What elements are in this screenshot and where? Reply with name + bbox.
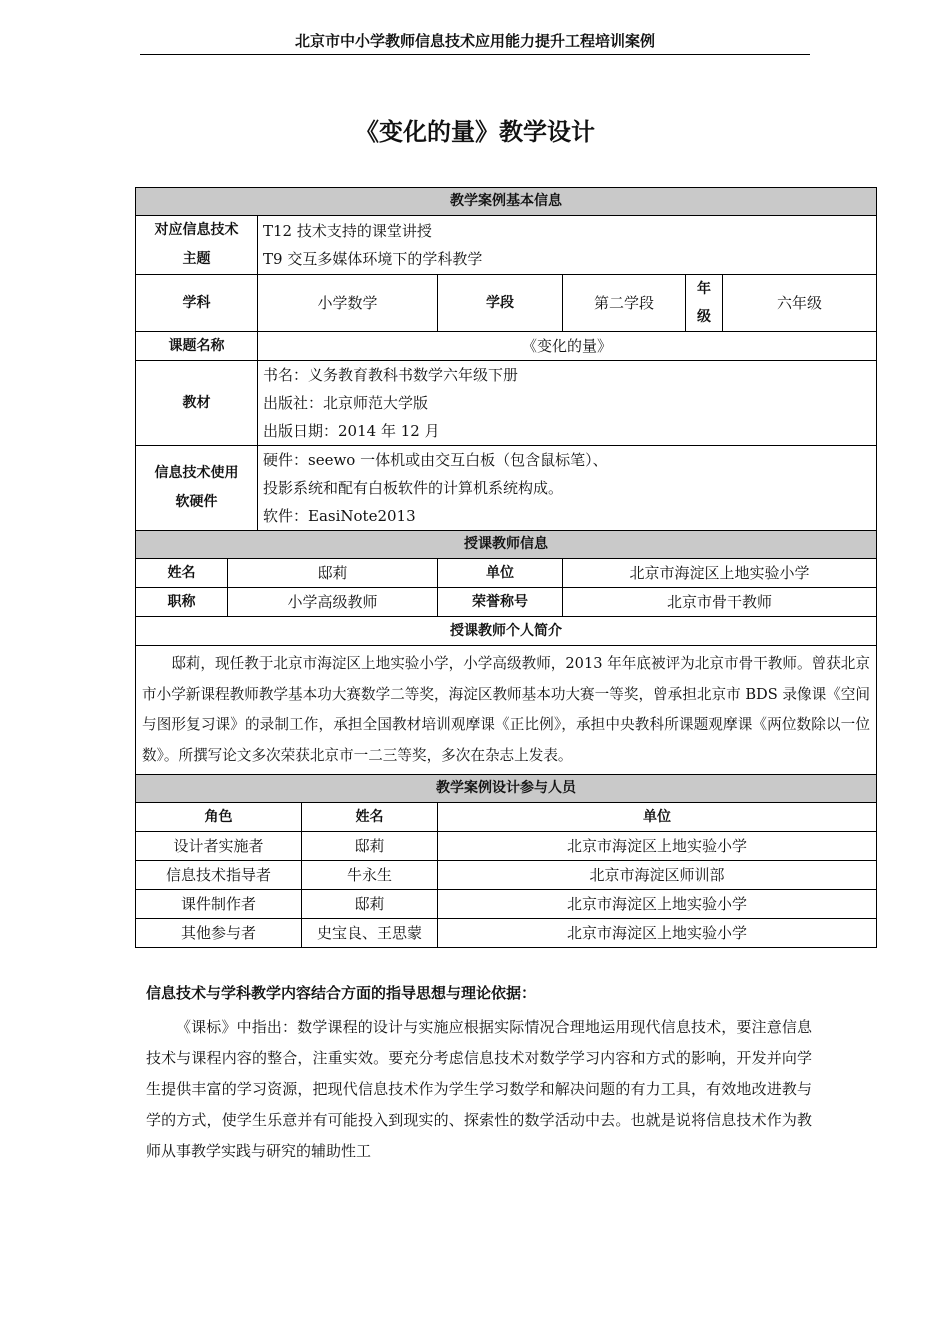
teacher-honor: 北京市骨干教师 <box>563 588 877 617</box>
stage-label: 学段 <box>438 275 563 332</box>
participant-role: 其他参与者 <box>136 919 302 948</box>
teacher-name-label: 姓名 <box>136 559 228 588</box>
section-participants: 教学案例设计参与人员 <box>136 775 877 803</box>
participants-header-name: 姓名 <box>302 803 438 832</box>
teacher-name: 邸莉 <box>228 559 438 588</box>
it-label: 信息技术使用 软硬件 <box>136 446 258 531</box>
table-row <box>136 832 877 861</box>
participant-name: 史宝良、王思蒙 <box>302 919 438 948</box>
teacher-unit-label: 单位 <box>438 559 563 588</box>
section-basic-info: 教学案例基本信息 <box>136 188 877 216</box>
participant-role: 课件制作者 <box>136 890 302 919</box>
page-header: 北京市中小学教师信息技术应用能力提升工程培训案例 <box>140 30 810 55</box>
lesson-label: 课题名称 <box>136 332 258 361</box>
participant-unit: 北京市海淀区上地实验小学 <box>438 919 877 948</box>
table-row <box>136 919 877 948</box>
participant-name: 邸莉 <box>302 890 438 919</box>
participants-header-role: 角色 <box>136 803 302 832</box>
participant-unit: 北京市海淀区师训部 <box>438 861 877 890</box>
participant-role: 信息技术指导者 <box>136 861 302 890</box>
textbook-value: 书名：义务教育教科书数学六年级下册 出版社：北京师范大学版 出版日期：2014 年 12 月 <box>258 361 877 446</box>
teacher-bio: 邸莉，现任教于北京市海淀区上地实验小学，小学高级教师，2013 年年底被评为北京市骨干教师。曾获北京市小学新课程教师教学基本功大赛数学二等奖，海淀区教师基本功大赛一等奖，曾承担北京市 BDS 录像课《空间与图形复习课》的录制工作，承担全国教材培训观摩课《正比例》，承担中央教科所课题观摩课《两位数除以一位数》。所撰写论文多次荣获北京市一二三等奖，多次在杂志上发表。 <box>136 646 877 775</box>
participant-unit: 北京市海淀区上地实验小学 <box>438 890 877 919</box>
participant-unit: 北京市海淀区上地实验小学 <box>438 832 877 861</box>
teacher-title-label: 职称 <box>136 588 228 617</box>
teacher-unit: 北京市海淀区上地实验小学 <box>563 559 877 588</box>
topic-label: 对应信息技术 主题 <box>136 216 258 275</box>
participant-name: 牛永生 <box>302 861 438 890</box>
subject-value: 小学数学 <box>258 275 438 332</box>
document-title: 《变化的量》教学设计 <box>355 118 595 146</box>
it-value: 硬件：seewo 一体机或由交互白板（包含鼠标笔）、 投影系统和配有白板软件的计算机系统构成。 软件：EasiNote2013 <box>258 446 877 531</box>
grade-label: 年级 <box>686 275 723 332</box>
teacher-honor-label: 荣誉称号 <box>438 588 563 617</box>
table-row <box>136 890 877 919</box>
section-teacher-info: 授课教师信息 <box>136 531 877 559</box>
section-teacher-bio: 授课教师个人简介 <box>136 617 877 646</box>
grade-value: 六年级 <box>723 275 877 332</box>
lesson-value: 《变化的量》 <box>258 332 877 361</box>
stage-value: 第二学段 <box>563 275 686 332</box>
guide-body: 《课标》中指出：数学课程的设计与实施应根据实际情况合理地运用现代信息技术，要注意信息技术与课程内容的整合，注重实效。要充分考虑信息技术对数学学习内容和方式的影响，开发并向学生提供丰富的学习资源，把现代信息技术作为学生学习数学和解决问题的有力工具，有效地改进教与学的方式，使学生乐意并有可能投入到现实的、探索性的数学活动中去。也就是说将信息技术作为教师从事教学实践与研究的辅助性工 <box>146 1018 812 1160</box>
teacher-title: 小学高级教师 <box>228 588 438 617</box>
table-row <box>136 861 877 890</box>
guide-heading: 信息技术与学科教学内容结合方面的指导思想与理论依据： <box>146 984 537 1002</box>
participant-role: 设计者实施者 <box>136 832 302 861</box>
participants-header-unit: 单位 <box>438 803 877 832</box>
case-info-table <box>135 187 877 948</box>
topic-value: T12 技术支持的课堂讲授 T9 交互多媒体环境下的学科教学 <box>258 216 877 275</box>
subject-label: 学科 <box>136 275 258 332</box>
participant-name: 邸莉 <box>302 832 438 861</box>
textbook-label: 教材 <box>136 361 258 446</box>
